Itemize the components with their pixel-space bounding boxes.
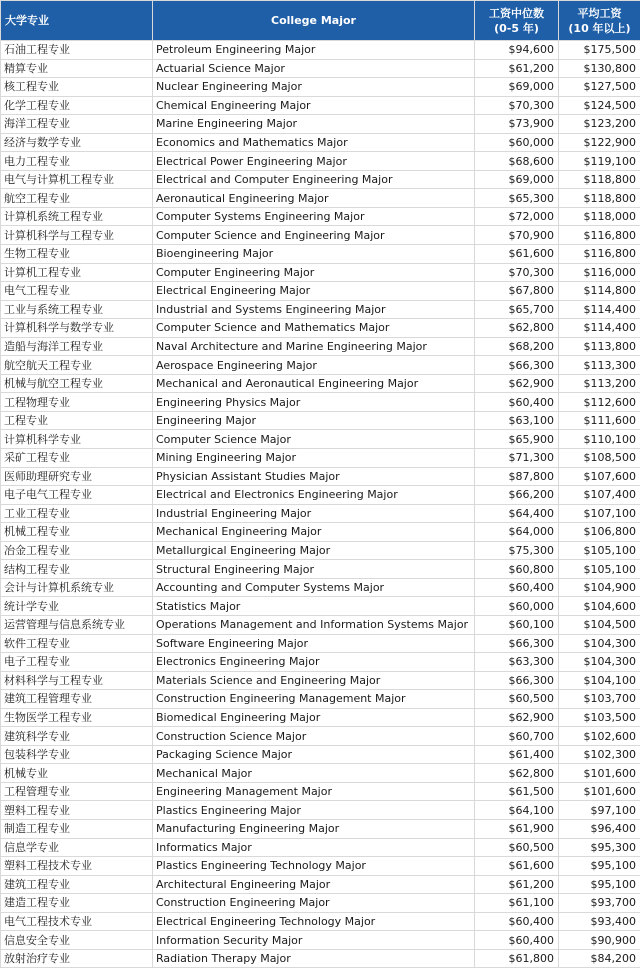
major-en-cell: Construction Engineering Major bbox=[153, 894, 475, 913]
table-row bbox=[1, 356, 640, 375]
average-salary-cell: $105,100 bbox=[559, 560, 640, 579]
major-zh-cell: 核工程专业 bbox=[1, 78, 153, 97]
major-zh-cell: 计算机科学与数学专业 bbox=[1, 319, 153, 338]
major-zh-cell: 精算专业 bbox=[1, 59, 153, 78]
average-salary-cell: $84,200 bbox=[559, 949, 640, 968]
major-zh-cell: 放射治疗专业 bbox=[1, 949, 153, 968]
average-salary-cell: $93,700 bbox=[559, 894, 640, 913]
major-en-cell: Plastics Engineering Technology Major bbox=[153, 857, 475, 876]
average-salary-cell: $95,100 bbox=[559, 875, 640, 894]
table-row bbox=[1, 263, 640, 282]
median-salary-cell: $66,300 bbox=[475, 671, 559, 690]
table-row bbox=[1, 78, 640, 97]
median-salary-cell: $61,800 bbox=[475, 949, 559, 968]
median-salary-cell: $60,400 bbox=[475, 393, 559, 412]
table-row bbox=[1, 319, 640, 338]
median-salary-cell: $64,100 bbox=[475, 801, 559, 820]
table-row bbox=[1, 912, 640, 931]
median-salary-cell: $60,700 bbox=[475, 727, 559, 746]
median-salary-cell: $61,900 bbox=[475, 819, 559, 838]
average-salary-cell: $114,800 bbox=[559, 282, 640, 301]
table-row bbox=[1, 189, 640, 208]
table-row bbox=[1, 467, 640, 486]
median-salary-cell: $60,000 bbox=[475, 133, 559, 152]
major-en-cell: Naval Architecture and Marine Engineering Major bbox=[153, 337, 475, 356]
median-salary-cell: $62,800 bbox=[475, 319, 559, 338]
average-salary-cell: $90,900 bbox=[559, 931, 640, 950]
table-row bbox=[1, 449, 640, 468]
major-zh-cell: 石油工程专业 bbox=[1, 41, 153, 60]
major-zh-cell: 造船与海洋工程专业 bbox=[1, 337, 153, 356]
average-salary-cell: $97,100 bbox=[559, 801, 640, 820]
major-en-cell: Information Security Major bbox=[153, 931, 475, 950]
average-salary-cell: $116,800 bbox=[559, 226, 640, 245]
average-salary-cell: $95,300 bbox=[559, 838, 640, 857]
median-salary-cell: $63,100 bbox=[475, 411, 559, 430]
major-zh-cell: 航空航天工程专业 bbox=[1, 356, 153, 375]
major-en-cell: Chemical Engineering Major bbox=[153, 96, 475, 115]
table-row bbox=[1, 207, 640, 226]
major-en-cell: Actuarial Science Major bbox=[153, 59, 475, 78]
major-zh-cell: 计算机科学与工程专业 bbox=[1, 226, 153, 245]
average-salary-cell: $113,800 bbox=[559, 337, 640, 356]
header-median-line1: 工资中位数 bbox=[479, 6, 554, 21]
average-salary-cell: $114,400 bbox=[559, 319, 640, 338]
major-en-cell: Electrical and Computer Engineering Major bbox=[153, 170, 475, 189]
median-salary-cell: $70,900 bbox=[475, 226, 559, 245]
major-zh-cell: 工业与系统工程专业 bbox=[1, 300, 153, 319]
major-zh-cell: 工程物理专业 bbox=[1, 393, 153, 412]
median-salary-cell: $63,300 bbox=[475, 653, 559, 672]
table-row bbox=[1, 541, 640, 560]
median-salary-cell: $71,300 bbox=[475, 449, 559, 468]
table-row bbox=[1, 59, 640, 78]
average-salary-cell: $104,600 bbox=[559, 597, 640, 616]
major-zh-cell: 机械工程专业 bbox=[1, 523, 153, 542]
median-salary-cell: $61,100 bbox=[475, 894, 559, 913]
average-salary-cell: $105,100 bbox=[559, 541, 640, 560]
major-zh-cell: 电力工程专业 bbox=[1, 152, 153, 171]
average-salary-cell: $101,600 bbox=[559, 782, 640, 801]
major-zh-cell: 经济与数学专业 bbox=[1, 133, 153, 152]
average-salary-cell: $108,500 bbox=[559, 449, 640, 468]
major-en-cell: Bioengineering Major bbox=[153, 245, 475, 264]
table-row bbox=[1, 838, 640, 857]
major-zh-cell: 生物医学工程专业 bbox=[1, 708, 153, 727]
major-en-cell: Construction Science Major bbox=[153, 727, 475, 746]
major-en-cell: Architectural Engineering Major bbox=[153, 875, 475, 894]
median-salary-cell: $68,600 bbox=[475, 152, 559, 171]
average-salary-cell: $118,000 bbox=[559, 207, 640, 226]
major-zh-cell: 采矿工程专业 bbox=[1, 449, 153, 468]
median-salary-cell: $69,000 bbox=[475, 170, 559, 189]
major-en-cell: Plastics Engineering Major bbox=[153, 801, 475, 820]
table-row bbox=[1, 708, 640, 727]
major-zh-cell: 电子电气工程专业 bbox=[1, 486, 153, 505]
major-en-cell: Electrical Power Engineering Major bbox=[153, 152, 475, 171]
average-salary-cell: $107,600 bbox=[559, 467, 640, 486]
major-en-cell: Marine Engineering Major bbox=[153, 115, 475, 134]
median-salary-cell: $70,300 bbox=[475, 263, 559, 282]
major-en-cell: Mining Engineering Major bbox=[153, 449, 475, 468]
major-en-cell: Mechanical Engineering Major bbox=[153, 523, 475, 542]
major-en-cell: Computer Science and Mathematics Major bbox=[153, 319, 475, 338]
major-en-cell: Materials Science and Engineering Major bbox=[153, 671, 475, 690]
table-row bbox=[1, 170, 640, 189]
major-en-cell: Electrical Engineering Major bbox=[153, 282, 475, 301]
average-salary-cell: $104,300 bbox=[559, 653, 640, 672]
major-zh-cell: 建筑工程专业 bbox=[1, 875, 153, 894]
average-salary-cell: $118,800 bbox=[559, 170, 640, 189]
median-salary-cell: $65,900 bbox=[475, 430, 559, 449]
major-zh-cell: 海洋工程专业 bbox=[1, 115, 153, 134]
major-zh-cell: 计算机工程专业 bbox=[1, 263, 153, 282]
major-zh-cell: 软件工程专业 bbox=[1, 634, 153, 653]
average-salary-cell: $111,600 bbox=[559, 411, 640, 430]
major-zh-cell: 计算机科学专业 bbox=[1, 430, 153, 449]
major-en-cell: Computer Systems Engineering Major bbox=[153, 207, 475, 226]
major-zh-cell: 电气与计算机工程专业 bbox=[1, 170, 153, 189]
average-salary-cell: $103,500 bbox=[559, 708, 640, 727]
major-zh-cell: 航空工程专业 bbox=[1, 189, 153, 208]
median-salary-cell: $62,800 bbox=[475, 764, 559, 783]
average-salary-cell: $124,500 bbox=[559, 96, 640, 115]
average-salary-cell: $175,500 bbox=[559, 41, 640, 60]
major-en-cell: Nuclear Engineering Major bbox=[153, 78, 475, 97]
major-en-cell: Electronics Engineering Major bbox=[153, 653, 475, 672]
header-avg-line1: 平均工资 bbox=[563, 6, 636, 21]
table-row bbox=[1, 745, 640, 764]
table-row bbox=[1, 133, 640, 152]
average-salary-cell: $107,100 bbox=[559, 504, 640, 523]
major-en-cell: Engineering Physics Major bbox=[153, 393, 475, 412]
median-salary-cell: $62,900 bbox=[475, 374, 559, 393]
table-row bbox=[1, 857, 640, 876]
major-zh-cell: 计算机系统工程专业 bbox=[1, 207, 153, 226]
table-row bbox=[1, 245, 640, 264]
median-salary-cell: $61,600 bbox=[475, 245, 559, 264]
major-en-cell: Mechanical Major bbox=[153, 764, 475, 783]
major-zh-cell: 电气工程技术专业 bbox=[1, 912, 153, 931]
major-zh-cell: 运营管理与信息系统专业 bbox=[1, 615, 153, 634]
major-zh-cell: 工业工程专业 bbox=[1, 504, 153, 523]
major-zh-cell: 工程专业 bbox=[1, 411, 153, 430]
major-zh-cell: 机械专业 bbox=[1, 764, 153, 783]
median-salary-cell: $87,800 bbox=[475, 467, 559, 486]
median-salary-cell: $73,900 bbox=[475, 115, 559, 134]
table-row bbox=[1, 486, 640, 505]
header-zh-major: 大学专业 bbox=[1, 1, 153, 41]
median-salary-cell: $75,300 bbox=[475, 541, 559, 560]
median-salary-cell: $60,400 bbox=[475, 578, 559, 597]
average-salary-cell: $95,100 bbox=[559, 857, 640, 876]
table-row bbox=[1, 374, 640, 393]
table-row bbox=[1, 671, 640, 690]
table-row bbox=[1, 597, 640, 616]
average-salary-cell: $116,000 bbox=[559, 263, 640, 282]
major-en-cell: Operations Management and Information Systems Major bbox=[153, 615, 475, 634]
average-salary-cell: $107,400 bbox=[559, 486, 640, 505]
table-row bbox=[1, 949, 640, 968]
major-zh-cell: 医师助理研究专业 bbox=[1, 467, 153, 486]
major-en-cell: Electrical and Electronics Engineering Major bbox=[153, 486, 475, 505]
header-en-major: College Major bbox=[153, 1, 475, 41]
major-en-cell: Aerospace Engineering Major bbox=[153, 356, 475, 375]
median-salary-cell: $60,400 bbox=[475, 912, 559, 931]
major-zh-cell: 包装科学专业 bbox=[1, 745, 153, 764]
table-row bbox=[1, 634, 640, 653]
median-salary-cell: $64,400 bbox=[475, 504, 559, 523]
major-en-cell: Physician Assistant Studies Major bbox=[153, 467, 475, 486]
major-zh-cell: 建造工程专业 bbox=[1, 894, 153, 913]
table-row bbox=[1, 653, 640, 672]
average-salary-cell: $118,800 bbox=[559, 189, 640, 208]
table-row bbox=[1, 411, 640, 430]
median-salary-cell: $61,400 bbox=[475, 745, 559, 764]
header-row bbox=[1, 1, 640, 41]
median-salary-cell: $60,500 bbox=[475, 838, 559, 857]
major-en-cell: Computer Engineering Major bbox=[153, 263, 475, 282]
median-salary-cell: $62,900 bbox=[475, 708, 559, 727]
header-median-line2: (0-5 年) bbox=[479, 21, 554, 36]
major-en-cell: Computer Science and Engineering Major bbox=[153, 226, 475, 245]
average-salary-cell: $106,800 bbox=[559, 523, 640, 542]
major-zh-cell: 生物工程专业 bbox=[1, 245, 153, 264]
major-en-cell: Accounting and Computer Systems Major bbox=[153, 578, 475, 597]
major-en-cell: Metallurgical Engineering Major bbox=[153, 541, 475, 560]
median-salary-cell: $65,700 bbox=[475, 300, 559, 319]
major-zh-cell: 制造工程专业 bbox=[1, 819, 153, 838]
average-salary-cell: $119,100 bbox=[559, 152, 640, 171]
table-header bbox=[1, 1, 640, 41]
median-salary-cell: $60,400 bbox=[475, 931, 559, 950]
median-salary-cell: $66,300 bbox=[475, 356, 559, 375]
average-salary-cell: $113,300 bbox=[559, 356, 640, 375]
major-zh-cell: 机械与航空工程专业 bbox=[1, 374, 153, 393]
median-salary-cell: $61,500 bbox=[475, 782, 559, 801]
table-row bbox=[1, 782, 640, 801]
major-en-cell: Petroleum Engineering Major bbox=[153, 41, 475, 60]
average-salary-cell: $110,100 bbox=[559, 430, 640, 449]
table-row bbox=[1, 615, 640, 634]
average-salary-cell: $104,500 bbox=[559, 615, 640, 634]
average-salary-cell: $104,300 bbox=[559, 634, 640, 653]
median-salary-cell: $69,000 bbox=[475, 78, 559, 97]
major-en-cell: Structural Engineering Major bbox=[153, 560, 475, 579]
major-zh-cell: 塑料工程专业 bbox=[1, 801, 153, 820]
major-zh-cell: 电子工程专业 bbox=[1, 653, 153, 672]
major-zh-cell: 电气工程专业 bbox=[1, 282, 153, 301]
median-salary-cell: $60,100 bbox=[475, 615, 559, 634]
major-en-cell: Industrial Engineering Major bbox=[153, 504, 475, 523]
table-row bbox=[1, 690, 640, 709]
table-row bbox=[1, 96, 640, 115]
average-salary-cell: $116,800 bbox=[559, 245, 640, 264]
major-en-cell: Industrial and Systems Engineering Major bbox=[153, 300, 475, 319]
major-zh-cell: 统计学专业 bbox=[1, 597, 153, 616]
median-salary-cell: $61,200 bbox=[475, 59, 559, 78]
header-average-salary bbox=[559, 1, 640, 41]
major-en-cell: Mechanical and Aeronautical Engineering Major bbox=[153, 374, 475, 393]
average-salary-cell: $104,100 bbox=[559, 671, 640, 690]
table-row bbox=[1, 430, 640, 449]
major-en-cell: Statistics Major bbox=[153, 597, 475, 616]
table-row bbox=[1, 764, 640, 783]
table-row bbox=[1, 523, 640, 542]
median-salary-cell: $66,200 bbox=[475, 486, 559, 505]
median-salary-cell: $61,600 bbox=[475, 857, 559, 876]
average-salary-cell: $102,600 bbox=[559, 727, 640, 746]
major-en-cell: Economics and Mathematics Major bbox=[153, 133, 475, 152]
median-salary-cell: $65,300 bbox=[475, 189, 559, 208]
table-body bbox=[1, 41, 640, 968]
median-salary-cell: $94,600 bbox=[475, 41, 559, 60]
median-salary-cell: $60,800 bbox=[475, 560, 559, 579]
table-row bbox=[1, 560, 640, 579]
median-salary-cell: $60,000 bbox=[475, 597, 559, 616]
average-salary-cell: $122,900 bbox=[559, 133, 640, 152]
median-salary-cell: $61,200 bbox=[475, 875, 559, 894]
major-en-cell: Computer Science Major bbox=[153, 430, 475, 449]
table-row bbox=[1, 226, 640, 245]
table-row bbox=[1, 578, 640, 597]
table-row bbox=[1, 875, 640, 894]
average-salary-cell: $101,600 bbox=[559, 764, 640, 783]
average-salary-cell: $123,200 bbox=[559, 115, 640, 134]
header-median-salary bbox=[475, 1, 559, 41]
major-en-cell: Engineering Management Major bbox=[153, 782, 475, 801]
major-en-cell: Informatics Major bbox=[153, 838, 475, 857]
median-salary-cell: $70,300 bbox=[475, 96, 559, 115]
average-salary-cell: $130,800 bbox=[559, 59, 640, 78]
major-zh-cell: 会计与计算机系统专业 bbox=[1, 578, 153, 597]
average-salary-cell: $104,900 bbox=[559, 578, 640, 597]
table-row bbox=[1, 727, 640, 746]
median-salary-cell: $66,300 bbox=[475, 634, 559, 653]
average-salary-cell: $113,200 bbox=[559, 374, 640, 393]
table-row bbox=[1, 337, 640, 356]
table-row bbox=[1, 801, 640, 820]
major-zh-cell: 信息安全专业 bbox=[1, 931, 153, 950]
median-salary-cell: $72,000 bbox=[475, 207, 559, 226]
major-zh-cell: 冶金工程专业 bbox=[1, 541, 153, 560]
median-salary-cell: $64,000 bbox=[475, 523, 559, 542]
major-en-cell: Radiation Therapy Major bbox=[153, 949, 475, 968]
average-salary-cell: $93,400 bbox=[559, 912, 640, 931]
table-row bbox=[1, 504, 640, 523]
average-salary-cell: $112,600 bbox=[559, 393, 640, 412]
average-salary-cell: $103,700 bbox=[559, 690, 640, 709]
major-en-cell: Packaging Science Major bbox=[153, 745, 475, 764]
major-en-cell: Electrical Engineering Technology Major bbox=[153, 912, 475, 931]
table-row bbox=[1, 152, 640, 171]
average-salary-cell: $114,400 bbox=[559, 300, 640, 319]
major-zh-cell: 塑料工程技术专业 bbox=[1, 857, 153, 876]
major-zh-cell: 结构工程专业 bbox=[1, 560, 153, 579]
major-en-cell: Software Engineering Major bbox=[153, 634, 475, 653]
average-salary-cell: $127,500 bbox=[559, 78, 640, 97]
major-zh-cell: 建筑科学专业 bbox=[1, 727, 153, 746]
header-avg-line2: (10 年以上) bbox=[563, 21, 636, 36]
table-row bbox=[1, 300, 640, 319]
table-row bbox=[1, 819, 640, 838]
major-en-cell: Manufacturing Engineering Major bbox=[153, 819, 475, 838]
major-zh-cell: 材料科学与工程专业 bbox=[1, 671, 153, 690]
major-en-cell: Aeronautical Engineering Major bbox=[153, 189, 475, 208]
table-row bbox=[1, 282, 640, 301]
table-row bbox=[1, 931, 640, 950]
table-row bbox=[1, 41, 640, 60]
major-zh-cell: 化学工程专业 bbox=[1, 96, 153, 115]
average-salary-cell: $96,400 bbox=[559, 819, 640, 838]
table-row bbox=[1, 393, 640, 412]
table-row bbox=[1, 115, 640, 134]
major-zh-cell: 建筑工程管理专业 bbox=[1, 690, 153, 709]
table-row bbox=[1, 894, 640, 913]
major-en-cell: Construction Engineering Management Major bbox=[153, 690, 475, 709]
median-salary-cell: $68,200 bbox=[475, 337, 559, 356]
major-en-cell: Biomedical Engineering Major bbox=[153, 708, 475, 727]
median-salary-cell: $60,500 bbox=[475, 690, 559, 709]
major-zh-cell: 信息学专业 bbox=[1, 838, 153, 857]
major-en-cell: Engineering Major bbox=[153, 411, 475, 430]
major-zh-cell: 工程管理专业 bbox=[1, 782, 153, 801]
median-salary-cell: $67,800 bbox=[475, 282, 559, 301]
average-salary-cell: $102,300 bbox=[559, 745, 640, 764]
